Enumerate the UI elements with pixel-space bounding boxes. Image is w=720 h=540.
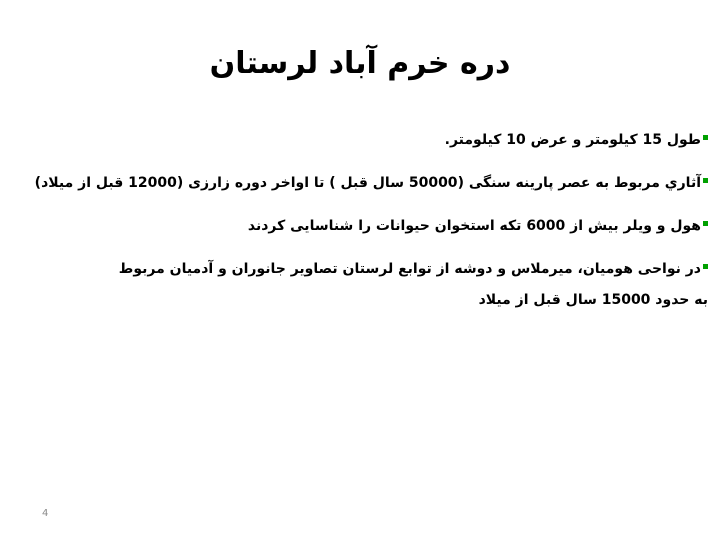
square-bullet-icon <box>703 178 708 183</box>
square-bullet-icon <box>703 264 708 269</box>
bullet-text: هول و ويلر بيش از 6000 تکه استخوان حيوانات را شناسايی کردند <box>247 218 701 234</box>
bullet-text: در نواحی هوميان، ميرملاس و دوشه از توابع لرستان تصاوير جانوران و آدميان مربوط <box>118 261 701 277</box>
bullet-item <box>0 255 708 283</box>
bullet-item <box>0 126 708 154</box>
bullet-text: آثاري مربوط به عصر پارينه سنگی (50000 سال قبل ) تا اواخر دوره زارزی (12000 قبل از میلاد) <box>34 175 701 191</box>
bullet-list <box>0 126 708 329</box>
square-bullet-icon <box>703 221 708 226</box>
bullet-item <box>0 212 708 240</box>
square-bullet-icon <box>703 135 708 140</box>
slide-title: دره خرم آباد لرستان <box>209 46 511 81</box>
bullet-continuation-text: به حدود 15000 سال قبل از ميلاد <box>478 292 708 308</box>
bullet-item <box>0 169 708 197</box>
page-number: 4 <box>42 508 49 519</box>
bullet-text: طول 15 كيلومتر و عرض 10 كيلومتر. <box>444 132 701 148</box>
bullet-continuation <box>0 286 708 314</box>
